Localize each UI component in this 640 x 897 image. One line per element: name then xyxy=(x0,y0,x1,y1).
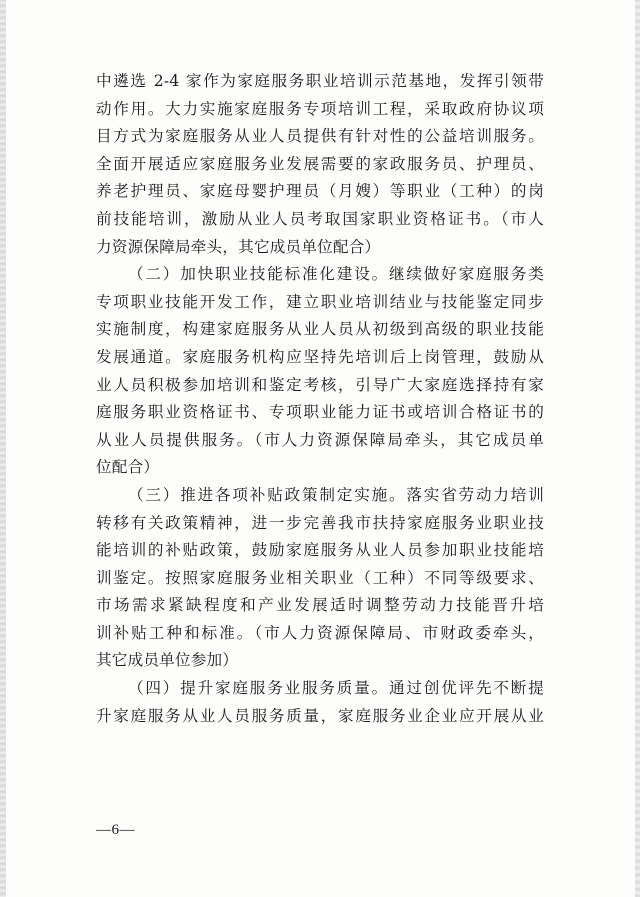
text-line: 训补贴工种和标准。（市人力资源保障局、市财政委牵头， xyxy=(96,623,544,642)
text-line: （二）加快职业技能标准化建设。继续做好家庭服务类 xyxy=(128,265,544,284)
body-text xyxy=(96,68,544,730)
text-line: 能培训的补贴政策，鼓励家庭服务从业人员参加职业技能培 xyxy=(96,541,544,560)
text-line: 训鉴定。按照家庭服务业相关职业（工种）不同等级要求、 xyxy=(96,568,544,587)
text-line: 转移有关政策精神，进一步完善我市扶持家庭服务业职业技 xyxy=(96,513,544,532)
text-line: 发展通道。家庭服务机构应坚持先培训后上岗管理，鼓励从 xyxy=(96,347,544,366)
text-line: （四）提升家庭服务业服务质量。通过创优评先不断提 xyxy=(128,679,544,698)
text-line: 升家庭服务从业人员服务质量，家庭服务业企业应开展从业 xyxy=(96,706,544,725)
text-line: 中遴选 2-4 家作为家庭服务职业培训示范基地，发挥引领带 xyxy=(96,72,544,90)
scan-edge-left xyxy=(0,0,6,897)
page-number: —6— xyxy=(96,822,135,838)
text-line: 专项职业技能开发工作，建立职业培训结业与技能鉴定同步 xyxy=(96,292,544,311)
text-line: （三）推进各项补贴政策制定实施。落实省劳动力培训 xyxy=(128,485,544,504)
text-line: 其它成员单位参加） xyxy=(96,651,239,670)
text-line: 业人员积极参加培训和鉴定考核，引导广大家庭选择持有家 xyxy=(96,375,544,394)
text-line: 力资源保障局牵头，其它成员单位配合） xyxy=(96,237,381,256)
text-line: 目方式为家庭服务从业人员提供有针对性的公益培训服务。 xyxy=(96,127,544,146)
text-line: 养老护理员、家庭母婴护理员（月嫂）等职业（工种）的岗 xyxy=(96,182,544,201)
text-line: 前技能培训，激励从业人员考取国家职业资格证书。（市人 xyxy=(96,209,544,228)
text-line: 从业人员提供服务。（市人力资源保障局牵头，其它成员单 xyxy=(96,430,544,449)
text-line: 位配合） xyxy=(96,458,160,477)
text-line: 实施制度，构建家庭服务从业人员从初级到高级的职业技能 xyxy=(96,320,544,339)
text-line: 动作用。大力实施家庭服务专项培训工程，采取政府协议项 xyxy=(96,99,544,118)
text-line: 全面开展适应家庭服务业发展需要的家政服务员、护理员、 xyxy=(96,154,544,173)
scan-edge-right xyxy=(635,0,640,897)
text-line: 市场需求紧缺程度和产业发展适时调整劳动力技能晋升培 xyxy=(96,596,544,615)
text-line: 庭服务职业资格证书、专项职业能力证书或培训合格证书的 xyxy=(96,403,544,422)
